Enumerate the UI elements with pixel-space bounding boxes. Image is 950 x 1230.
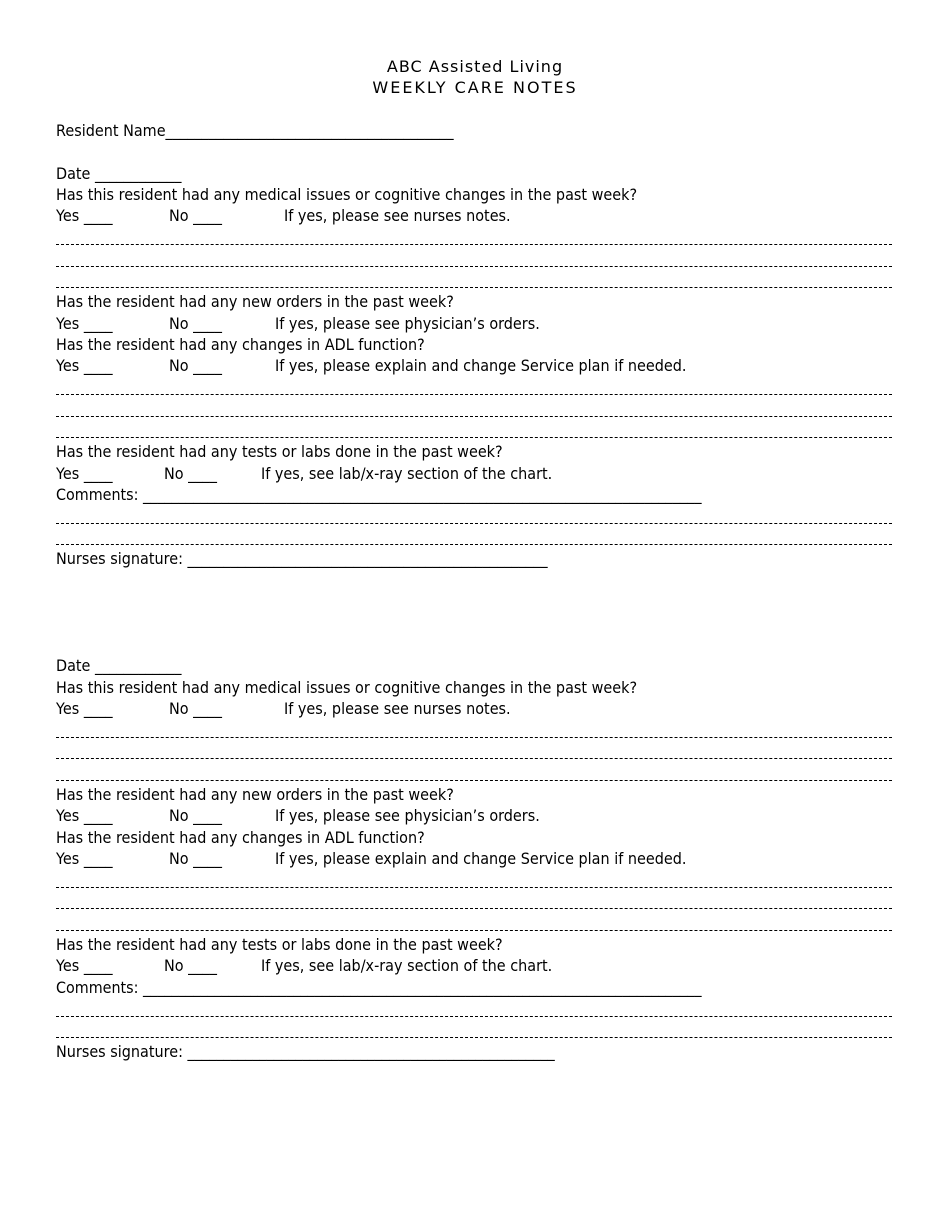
date-field[interactable]: Date ____________ [56, 164, 182, 183]
orders-no-field[interactable]: No ____ [169, 806, 222, 825]
adl-yes-field[interactable]: Yes ____ [56, 849, 113, 868]
notes-line[interactable] [56, 394, 892, 395]
orders-yes-field[interactable]: Yes ____ [56, 314, 113, 333]
tests-no-field[interactable]: No ____ [164, 464, 217, 483]
orders-note: If yes, please see physician’s orders. [275, 806, 540, 825]
date-field[interactable]: Date ____________ [56, 656, 182, 675]
medical-question: Has this resident had any medical issues or cognitive changes in the past week? [56, 185, 638, 204]
comments-line[interactable] [56, 1016, 892, 1017]
notes-line[interactable] [56, 437, 892, 438]
notes-line[interactable] [56, 244, 892, 245]
medical-no-field[interactable]: No ____ [169, 699, 222, 718]
form-title: WEEKLY CARE NOTES [372, 78, 578, 97]
medical-no-field[interactable]: No ____ [169, 206, 222, 225]
adl-note: If yes, please explain and change Service plan if needed. [275, 356, 687, 375]
adl-no-field[interactable]: No ____ [169, 356, 222, 375]
orders-no-field[interactable]: No ____ [169, 314, 222, 333]
tests-yes-field[interactable]: Yes ____ [56, 464, 113, 483]
tests-note: If yes, see lab/x-ray section of the chart. [261, 464, 553, 483]
tests-question: Has the resident had any tests or labs done in the past week? [56, 935, 503, 954]
resident-name-field[interactable]: Resident Name________________________________________ [56, 121, 454, 140]
facility-name: ABC Assisted Living [386, 57, 564, 76]
notes-line[interactable] [56, 908, 892, 909]
adl-question: Has the resident had any changes in ADL function? [56, 828, 425, 847]
adl-no-field[interactable]: No ____ [169, 849, 222, 868]
orders-note: If yes, please see physician’s orders. [275, 314, 540, 333]
tests-note: If yes, see lab/x-ray section of the chart. [261, 956, 553, 975]
notes-line[interactable] [56, 930, 892, 931]
orders-yes-field[interactable]: Yes ____ [56, 806, 113, 825]
notes-line[interactable] [56, 780, 892, 781]
adl-yes-field[interactable]: Yes ____ [56, 356, 113, 375]
tests-question: Has the resident had any tests or labs done in the past week? [56, 442, 503, 461]
medical-yes-field[interactable]: Yes ____ [56, 206, 113, 225]
notes-line[interactable] [56, 287, 892, 288]
orders-question: Has the resident had any new orders in the past week? [56, 292, 454, 311]
comments-line[interactable] [56, 544, 892, 545]
comments-field[interactable]: Comments: ______________________________________________________________________________ [56, 485, 702, 504]
tests-yes-field[interactable]: Yes ____ [56, 956, 113, 975]
notes-line[interactable] [56, 758, 892, 759]
notes-line[interactable] [56, 737, 892, 738]
comments-line[interactable] [56, 523, 892, 524]
orders-question: Has the resident had any new orders in the past week? [56, 785, 454, 804]
medical-yes-field[interactable]: Yes ____ [56, 699, 113, 718]
notes-line[interactable] [56, 416, 892, 417]
comments-line[interactable] [56, 1037, 892, 1038]
medical-question: Has this resident had any medical issues or cognitive changes in the past week? [56, 678, 638, 697]
notes-line[interactable] [56, 887, 892, 888]
medical-note: If yes, please see nurses notes. [284, 206, 511, 225]
comments-field[interactable]: Comments: ______________________________________________________________________________ [56, 978, 702, 997]
nurse-signature-field[interactable]: Nurses signature: ___________________________________________________ [56, 1042, 555, 1061]
nurse-signature-field[interactable]: Nurses signature: __________________________________________________ [56, 549, 548, 568]
tests-no-field[interactable]: No ____ [164, 956, 217, 975]
adl-question: Has the resident had any changes in ADL function? [56, 335, 425, 354]
adl-note: If yes, please explain and change Service plan if needed. [275, 849, 687, 868]
medical-note: If yes, please see nurses notes. [284, 699, 511, 718]
notes-line[interactable] [56, 266, 892, 267]
